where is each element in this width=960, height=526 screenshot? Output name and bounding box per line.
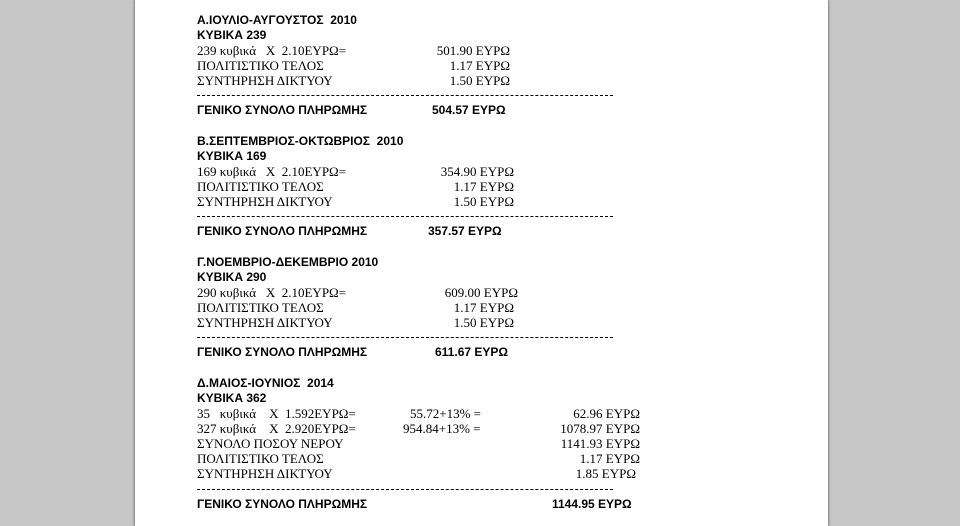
line-label: 290 κυβικά Χ 2.10ΕΥΡΩ= (197, 285, 347, 300)
total-label: ΓΕΝΙΚΟ ΣΥΝΟΛΟ ΠΛΗΡΩΜΗΣ (197, 497, 368, 511)
line-amount: 1.50 ΕΥΡΩ (453, 194, 514, 209)
line-label: ΣΥΝΤΗΡΗΣΗ ΔΙΚΤΥΟΥ (197, 315, 333, 330)
dashed-separator (197, 337, 613, 338)
dashed-separator (197, 489, 613, 490)
line-amount: 1.85 ΕΥΡΩ (575, 466, 636, 481)
line-amount: 1.50 ΕΥΡΩ (453, 315, 514, 330)
section-title: Β.ΣΕΠΤΕΜΒΡΙΟΣ-ΟΚΤΩΒΡΙΟΣ 2010 (197, 134, 404, 148)
line-amount: 354.90 ΕΥΡΩ (440, 164, 514, 179)
total-label: ΓΕΝΙΚΟ ΣΥΝΟΛΟ ΠΛΗΡΩΜΗΣ (197, 224, 368, 238)
dashed-separator (197, 216, 613, 217)
line-label: ΣΥΝΟΛΟ ΠΟΣΟΥ ΝΕΡΟΥ (197, 436, 344, 451)
line-label: ΣΥΝΤΗΡΗΣΗ ΔΙΚΤΥΟΥ (197, 194, 333, 209)
total-label: ΓΕΝΙΚΟ ΣΥΝΟΛΟ ΠΛΗΡΩΜΗΣ (197, 345, 368, 359)
line-amount: 1078.97 ΕΥΡΩ (560, 421, 640, 436)
line-amount: 1.50 ΕΥΡΩ (449, 73, 510, 88)
line-label: ΠΟΛΙΤΙΣΤΙΚΟ ΤΕΛΟΣ (197, 451, 324, 466)
section-volume: ΚΥΒΙΚΑ 239 (197, 28, 267, 42)
document-page (135, 0, 828, 526)
line-amount: 62.96 ΕΥΡΩ (573, 406, 640, 421)
total-amount: 504.57 ΕΥΡΩ (432, 103, 506, 117)
line-amount: 1.17 ΕΥΡΩ (579, 451, 640, 466)
line-label: ΠΟΛΙΤΙΣΤΙΚΟ ΤΕΛΟΣ (197, 300, 324, 315)
section-title: Γ.ΝΟΕΜΒΡΙΟ-ΔΕΚΕΜΒΡΙΟ 2010 (197, 255, 379, 269)
line-calc: 954.84+13% = (403, 421, 481, 436)
line-amount: 501.90 ΕΥΡΩ (436, 43, 510, 58)
line-label: ΠΟΛΙΤΙΣΤΙΚΟ ΤΕΛΟΣ (197, 179, 324, 194)
total-amount: 1144.95 ΕΥΡΩ (552, 497, 632, 511)
total-amount: 611.67 ΕΥΡΩ (435, 345, 509, 359)
section-volume: ΚΥΒΙΚΑ 169 (197, 149, 267, 163)
line-label: 239 κυβικά Χ 2.10ΕΥΡΩ= (197, 43, 347, 58)
line-label: ΠΟΛΙΤΙΣΤΙΚΟ ΤΕΛΟΣ (197, 58, 324, 73)
line-amount: 1.17 ΕΥΡΩ (453, 300, 514, 315)
dashed-separator (197, 95, 613, 96)
line-label: 327 κυβικά Χ 2.920ΕΥΡΩ= (197, 421, 356, 436)
section-title: Α.ΙΟΥΛΙΟ-ΑΥΓΟΥΣΤΟΣ 2010 (197, 13, 357, 27)
line-label: 35 κυβικά Χ 1.592ΕΥΡΩ= (197, 406, 356, 421)
line-amount: 1.17 ΕΥΡΩ (453, 179, 514, 194)
section-title: Δ.ΜΑΙΟΣ-ΙΟΥΝΙΟΣ 2014 (197, 376, 334, 390)
line-label: 169 κυβικά Χ 2.10ΕΥΡΩ= (197, 164, 347, 179)
line-calc: 55.72+13% = (410, 406, 481, 421)
line-label: ΣΥΝΤΗΡΗΣΗ ΔΙΚΤΥΟΥ (197, 466, 333, 481)
line-amount: 1141.93 ΕΥΡΩ (560, 436, 640, 451)
line-amount: 1.17 ΕΥΡΩ (449, 58, 510, 73)
section-volume: ΚΥΒΙΚΑ 362 (197, 391, 267, 405)
total-label: ΓΕΝΙΚΟ ΣΥΝΟΛΟ ΠΛΗΡΩΜΗΣ (197, 103, 368, 117)
total-amount: 357.57 ΕΥΡΩ (428, 224, 502, 238)
section-volume: ΚΥΒΙΚΑ 290 (197, 270, 267, 284)
line-amount: 609.00 ΕΥΡΩ (444, 285, 518, 300)
line-label: ΣΥΝΤΗΡΗΣΗ ΔΙΚΤΥΟΥ (197, 73, 333, 88)
